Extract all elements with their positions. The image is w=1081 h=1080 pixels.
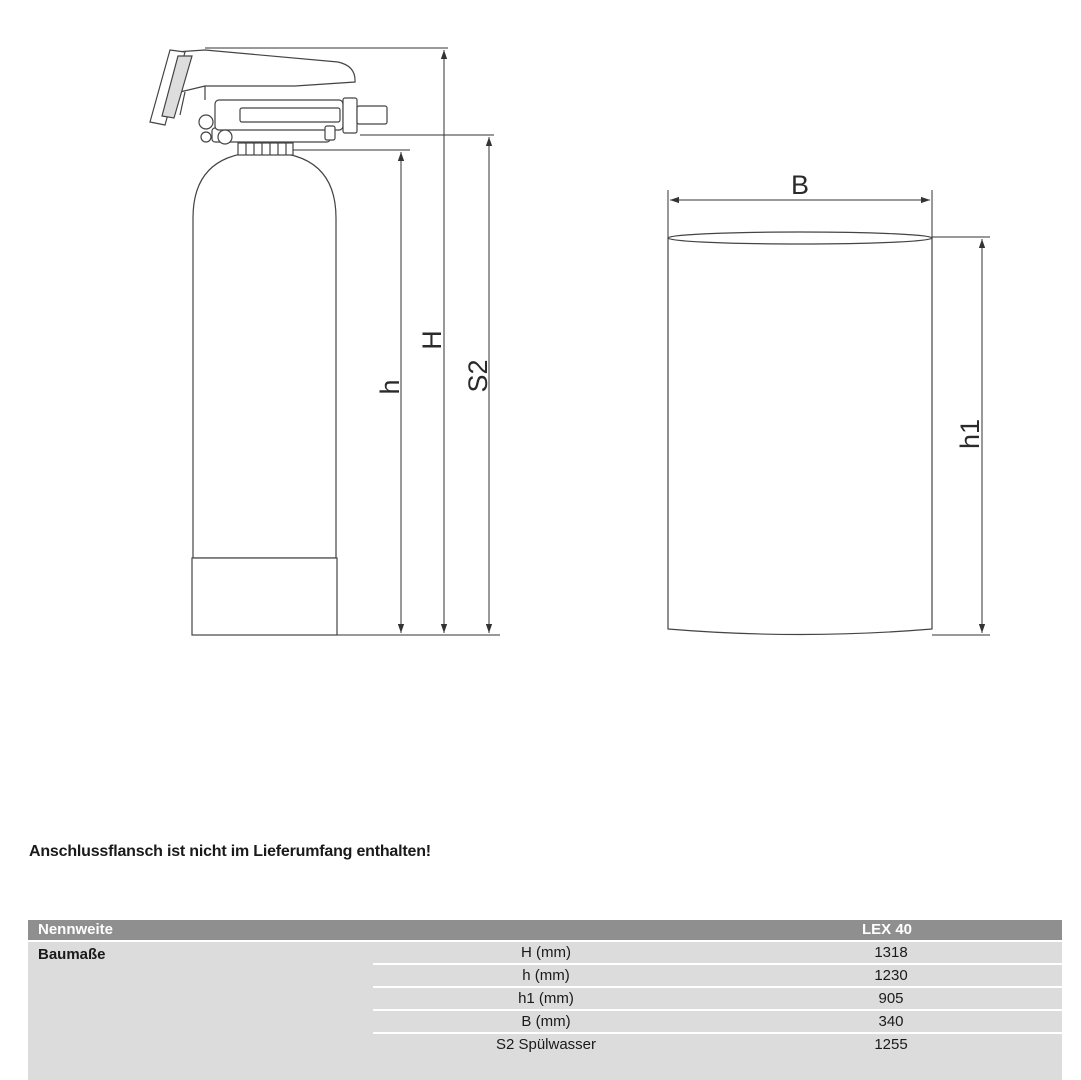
row-value: 1230: [874, 967, 908, 984]
dim-label-H: H: [417, 330, 447, 350]
table-row: [373, 1034, 1062, 1055]
section-label: Baumaße: [38, 946, 106, 963]
scope-note: Anschlussflansch ist nicht im Lieferumfang enthalten!: [29, 843, 431, 860]
table-row: [373, 1011, 1062, 1034]
dim-label-S2: S2: [463, 359, 493, 393]
row-value: 1318: [874, 944, 908, 961]
row-value: 1255: [874, 1036, 908, 1053]
table-row: [373, 988, 1062, 1011]
row-value: 905: [878, 990, 904, 1007]
row-label: H (mm): [521, 944, 571, 961]
table-header: [28, 920, 1062, 940]
table-body: [28, 942, 1062, 1080]
table-rows: [373, 942, 1062, 1055]
dim-label-h: h: [375, 379, 405, 395]
header-nennweite: Nennweite: [38, 921, 114, 938]
row-label: h1 (mm): [518, 990, 574, 1007]
row-label: h (mm): [522, 967, 570, 984]
header-model: LEX 40: [862, 921, 913, 938]
row-value: 340: [878, 1013, 904, 1030]
row-label: B (mm): [521, 1013, 571, 1030]
row-label: S2 Spülwasser: [495, 1036, 597, 1053]
dim-label-h1: h1: [955, 418, 985, 450]
brine-container: [668, 232, 932, 635]
dim-label-B: B: [790, 170, 810, 200]
filter-tank: [150, 50, 387, 635]
table-row: [373, 942, 1062, 965]
table-row: [373, 965, 1062, 988]
spec-table: [28, 920, 1062, 1080]
